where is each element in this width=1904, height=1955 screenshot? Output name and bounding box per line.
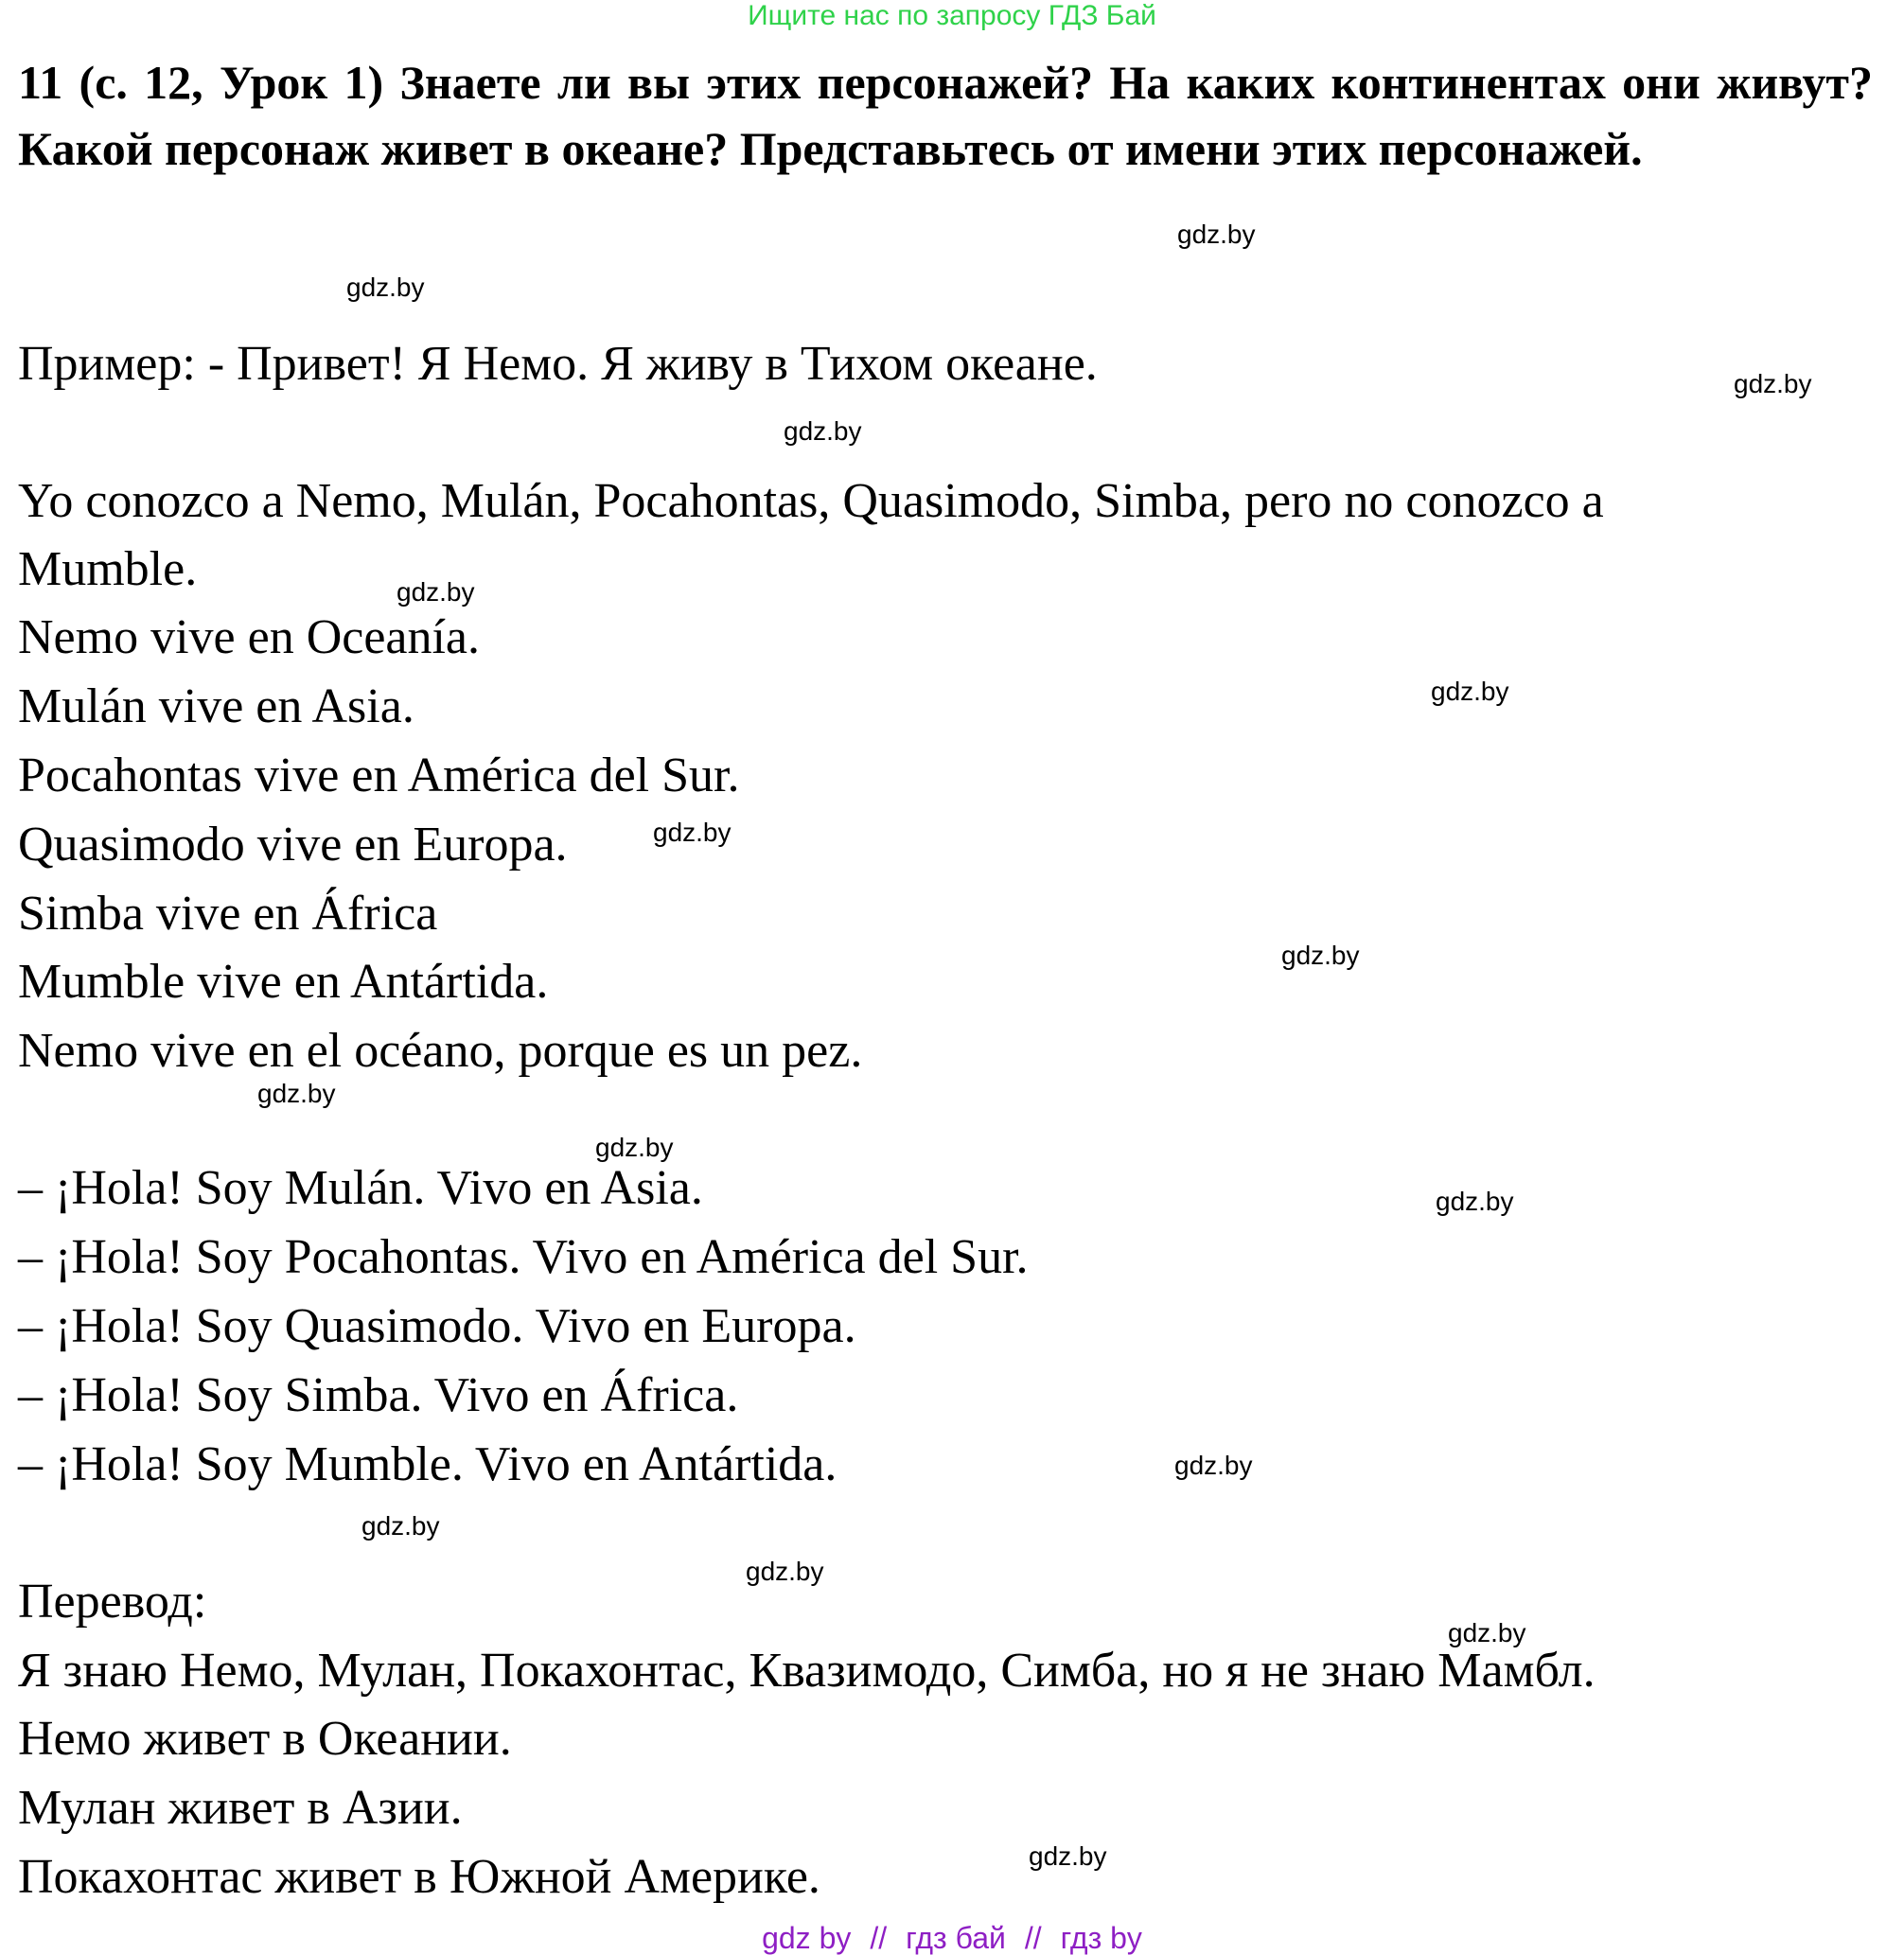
watermark: gdz.by: [1281, 941, 1360, 970]
watermark: gdz.by: [653, 818, 732, 847]
answer-intro-line-2: Mumble.: [18, 542, 198, 596]
watermark: gdz.by: [1174, 1451, 1253, 1480]
translation-line: Мулан живет в Азии.: [18, 1781, 463, 1835]
lives-line: Nemo vive en el océano, porque es un pez.: [18, 1024, 863, 1078]
watermark: gdz.by: [1448, 1618, 1526, 1647]
watermark: gdz.by: [595, 1133, 674, 1162]
greeting-line: – ¡Hola! Soy Quasimodo. Vivo en Europa.: [18, 1299, 856, 1353]
lives-line: Mumble vive en Antártida.: [18, 955, 549, 1009]
translation-heading: Перевод:: [18, 1575, 207, 1629]
footer-separator: //: [1024, 1921, 1042, 1955]
footer-item: гдз by: [1060, 1921, 1142, 1955]
greeting-line: – ¡Hola! Soy Simba. Vivo en África.: [18, 1368, 739, 1422]
footer-links: [0, 1921, 1904, 1955]
footer-item: gdz by: [762, 1921, 852, 1955]
translation-line: Я знаю Немо, Мулан, Покахонтас, Квазимодо, Симба, но я не знаю Мамбл.: [18, 1644, 1595, 1698]
watermark: gdz.by: [746, 1557, 824, 1586]
greeting-line: – ¡Hola! Soy Pocahontas. Vivo en América del Sur.: [18, 1230, 1029, 1284]
watermark: gdz.by: [397, 577, 475, 607]
watermark: gdz.by: [1029, 1841, 1107, 1871]
watermark: gdz.by: [1436, 1187, 1514, 1216]
lives-line: Pocahontas vive en América del Sur.: [18, 749, 740, 802]
greeting-line: – ¡Hola! Soy Mulán. Vivo en Asia.: [18, 1161, 703, 1215]
example-line: Пример: - Привет! Я Немо. Я живу в Тихом океане.: [18, 337, 1098, 391]
answer-intro-line-1: Yo conozco a Nemo, Mulán, Pocahontas, Quasimodo, Simba, pero no conozco a: [18, 474, 1604, 528]
watermark: gdz.by: [346, 273, 425, 302]
translation-line: Немо живет в Океании.: [18, 1712, 512, 1766]
watermark: gdz.by: [257, 1079, 336, 1108]
watermark: gdz.by: [361, 1511, 440, 1541]
search-banner: Ищите нас по запросу ГДЗ Бай: [748, 0, 1156, 31]
watermark: gdz.by: [1431, 677, 1509, 706]
lives-line: Quasimodo vive en Europa.: [18, 818, 568, 872]
lives-line: Simba vive en África: [18, 887, 438, 941]
footer-item: гдз бай: [906, 1921, 1006, 1955]
translation-line: Покахонтас живет в Южной Америке.: [18, 1850, 820, 1904]
greeting-line: – ¡Hola! Soy Mumble. Vivo en Antártida.: [18, 1437, 837, 1491]
footer-separator: //: [870, 1921, 888, 1955]
watermark: gdz.by: [1734, 369, 1812, 398]
lives-line: Mulán vive en Asia.: [18, 679, 414, 733]
watermark: gdz.by: [784, 416, 862, 446]
lives-line: Nemo vive en Oceanía.: [18, 610, 481, 664]
watermark: gdz.by: [1177, 220, 1256, 249]
task-heading: 11 (с. 12, Урок 1) Знаете ли вы этих персонажей? На каких континентах они живут? Какой персонаж живет в океане? Представьтесь от имени этих персонажей.: [18, 56, 1873, 175]
